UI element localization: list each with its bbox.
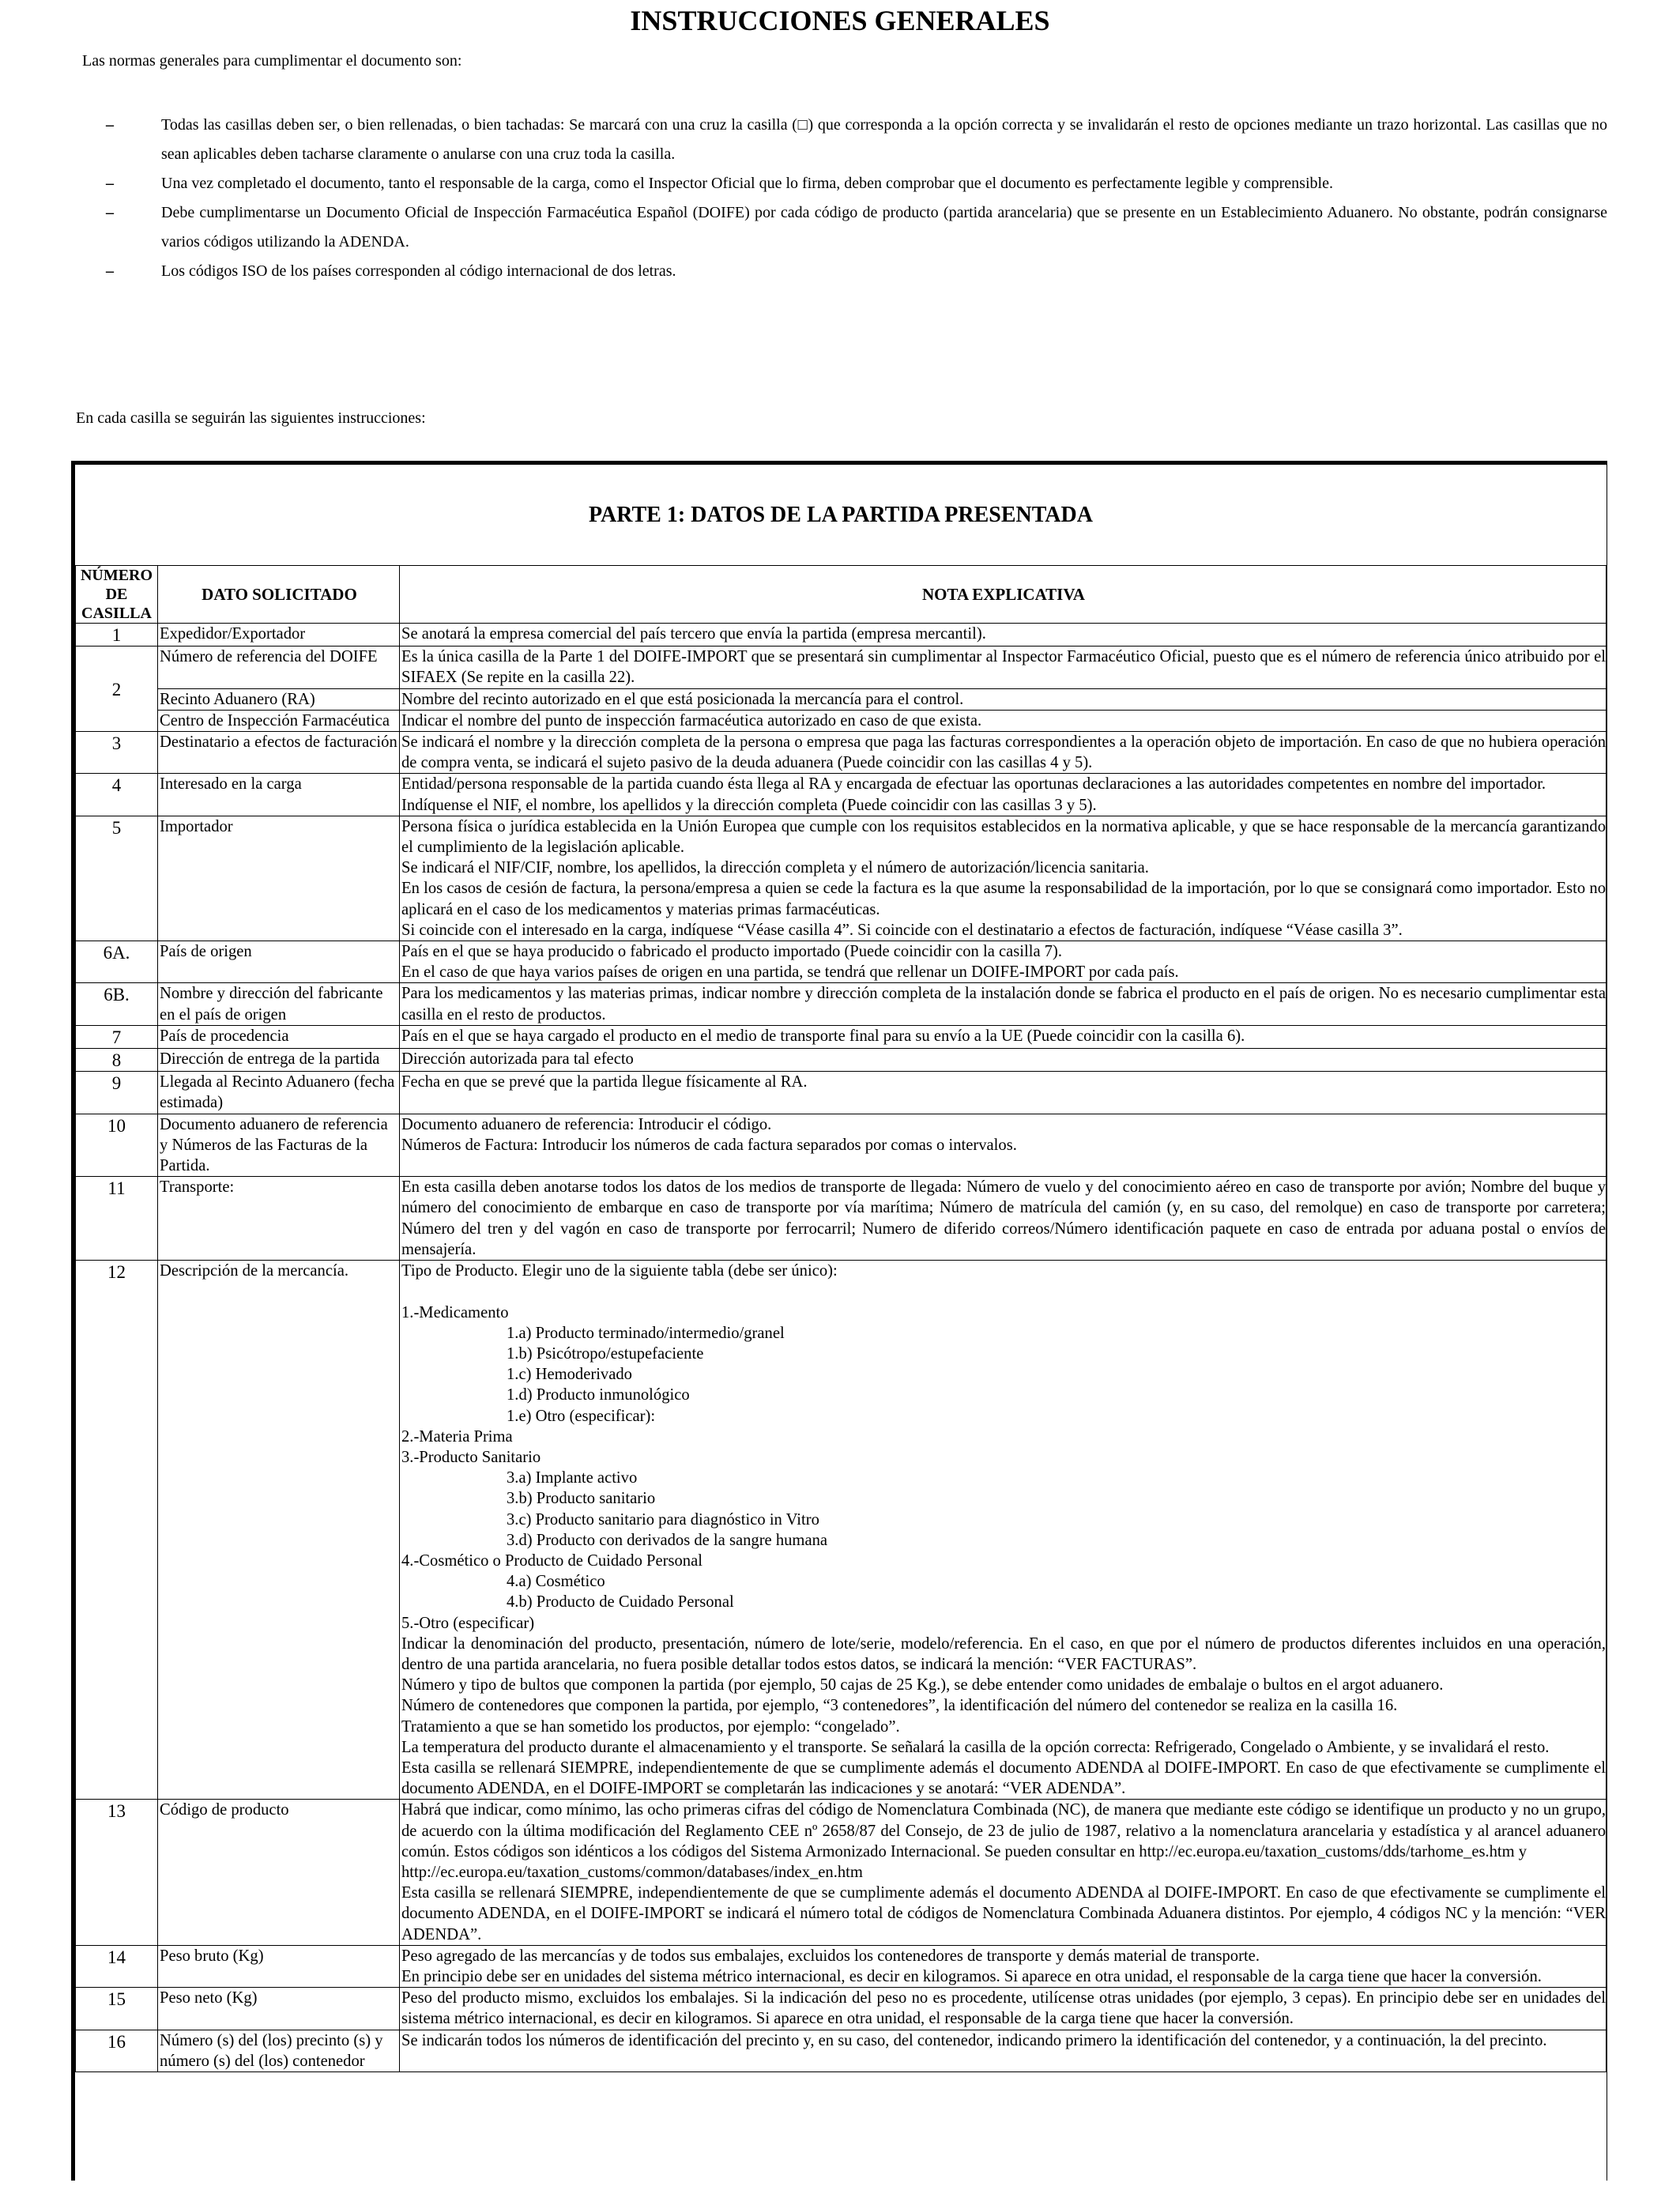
casilla-number: 13 <box>76 1800 158 1945</box>
product-subcategory: 4.a) Cosmético <box>507 1573 605 1591</box>
table-row <box>76 774 1607 816</box>
dato-cell: País de origen <box>158 941 400 983</box>
nota-cell <box>400 816 1607 941</box>
nota-paragraph: Entidad/persona responsable de la partida cuando ésta llega al RA y encargada de efectuar las oportunas declaraciones a las autoridades competentes en nombre del importador. <box>401 775 1546 794</box>
nota-cell <box>400 774 1607 816</box>
dato-cell: País de procedencia <box>158 1025 400 1048</box>
nota-cell <box>400 1945 1607 1987</box>
header-dato-solicitado: DATO SOLICITADO <box>158 566 400 624</box>
casilla-number: 2 <box>76 647 158 732</box>
nota-cell: Fecha en que se prevé que la partida llegue físicamente al RA. <box>400 1072 1607 1114</box>
casilla-number: 6A. <box>76 941 158 983</box>
nota-paragraph: En el caso de que haya varios países de origen en una partida, se tendrá que rellenar un DOIFE-IMPORT por cada país. <box>401 963 1179 982</box>
list-item <box>82 111 1607 169</box>
dato-cell: Número de referencia del DOIFE <box>158 647 400 688</box>
nota-paragraph: Documento aduanero de referencia: Introducir el código. <box>401 1115 772 1133</box>
product-category: 3.-Producto Sanitario <box>401 1448 541 1466</box>
product-category: 5.-Otro (especificar) <box>401 1614 535 1632</box>
dash-bullet: – <box>106 175 114 192</box>
table-row <box>76 1049 1607 1072</box>
page-title: INSTRUCCIONES GENERALES <box>630 5 1050 36</box>
table-row <box>76 710 1607 731</box>
product-subcategory: 1.a) Producto terminado/intermedio/granel <box>507 1324 785 1342</box>
nota-paragraph: Números de Factura: Introducir los números de cada factura separados por comas o intervalos. <box>401 1136 1017 1154</box>
product-subcategory: 1.e) Otro (especificar): <box>507 1407 656 1425</box>
list-item-text: Todas las casillas deben ser, o bien rellenadas, o bien tachadas: Se marcará con una cruz la casilla (□) que corresponda a la opción correcta y se invalidarán el resto de opciones mediante un trazo horizontal. Las casillas que no sean aplicables deben tacharse claramente o anularse con una cruz toda la casilla. <box>161 116 1607 163</box>
nota-paragraph: Se indicará el NIF/CIF, nombre, los apellidos, la dirección completa y el número de autorización/licencia sanitaria. <box>401 859 1149 877</box>
dato-cell: Peso neto (Kg) <box>158 1988 400 2030</box>
casilla-number: 9 <box>76 1072 158 1114</box>
nota-paragraph: Persona física o jurídica establecida en la Unión Europea que cumple con los requisitos establecidos en la normativa aplicable, y que se hace responsable de la mercancía garantizando el cumplimiento de la legislación aplicable. <box>401 817 1606 857</box>
nota-cell: Se indicarán todos los números de identificación del precinto y, en su caso, del contenedor, indicando primero la identificación del contenedor, y a continuación, la del precinto. <box>400 2030 1607 2071</box>
dato-cell: Expedidor/Exportador <box>158 624 400 647</box>
casilla-number: 14 <box>76 1945 158 1987</box>
nota-paragraph: Indíquense el NIF, el nombre, los apellidos y la dirección completa (Puede coincidir con las casillas 3 y 5). <box>401 796 1097 814</box>
nota-paragraph: Número y tipo de bultos que componen la partida (por ejemplo, 50 cajas de 25 Kg.), se debe entender como unidades de embalaje o bultos en el argot aduanero. <box>401 1676 1444 1695</box>
dato-cell: Destinatario a efectos de facturación <box>158 732 400 774</box>
casilla-number: 12 <box>76 1261 158 1800</box>
product-subcategory: 1.b) Psicótropo/estupefaciente <box>507 1344 704 1363</box>
list-item <box>82 257 1607 286</box>
intro-text: Las normas generales para cumplimentar el documento son: <box>82 52 462 70</box>
nota-paragraph: Esta casilla se rellenará SIEMPRE, independientemente de que se cumplimente además el documento ADENDA al DOIFE-IMPORT. En caso de que efectivamente se cumplimente el documento ADENDA, en el DOIFE-IMPORT se completarán las indicaciones y se anotará: “VER ADENDA”. <box>401 1759 1606 1798</box>
table-row <box>76 1988 1607 2030</box>
nota-paragraph: Tipo de Producto. Elegir uno de la siguiente tabla (debe ser único): <box>401 1262 838 1280</box>
casilla-number: 1 <box>76 624 158 647</box>
product-category: 4.-Cosmético o Producto de Cuidado Personal <box>401 1551 703 1570</box>
instructions-table-frame <box>71 461 1607 2181</box>
table-row <box>76 624 1607 647</box>
nota-paragraph: Peso agregado de las mercancías y de todos sus embalajes, excluidos los contenedores de transporte y demás material de transporte. <box>401 1947 1260 1965</box>
nota-cell: Es la única casilla de la Parte 1 del DOIFE-IMPORT que se presentará sin cumplimentar al Inspector Farmacéutico Oficial, puesto que es el número de referencia único atribuido por el SIFAEX (Se repite en la casilla 22). <box>400 647 1607 688</box>
product-category: 1.-Medicamento <box>401 1303 509 1321</box>
table-row <box>76 688 1607 710</box>
product-subcategory: 1.d) Producto inmunológico <box>507 1386 690 1404</box>
list-item <box>82 198 1607 257</box>
nota-paragraph: En principio debe ser en unidades del sistema métrico internacional, es decir en kilogramos. Si aparece en otra unidad, el responsable de la carga tiene que hacer la conversión. <box>401 1968 1542 1985</box>
nota-paragraph: En los casos de cesión de factura, la persona/empresa a quien se cede la factura es la que asume la responsabilidad de la importación, por lo que se consignará como importador. Esto no aplicará en el caso de los medicamentos y materias primas farmacéuticas. <box>401 880 1606 918</box>
product-subcategory: 4.b) Producto de Cuidado Personal <box>507 1593 734 1612</box>
dato-cell: Dirección de entrega de la partida <box>158 1049 400 1072</box>
nota-cell: Indicar el nombre del punto de inspección farmacéutica autorizado en caso de que exista. <box>400 710 1607 731</box>
nota-cell: Peso del producto mismo, excluidos los embalajes. Si la indicación del peso no es procedente, utilícense otras unidades (por ejemplo, 3 cepas). En principio debe ser en unidades del sistema métrico internacional, es decir en kilogramos. Si aparece en otra unidad, el responsable de la carga tiene que hacer la conversión. <box>400 1988 1607 2030</box>
product-subcategory: 3.b) Producto sanitario <box>507 1490 656 1508</box>
table-row <box>76 816 1607 941</box>
casilla-number: 5 <box>76 816 158 941</box>
dato-cell: Código de producto <box>158 1800 400 1945</box>
table-row <box>76 1945 1607 1987</box>
nota-cell: Nombre del recinto autorizado en el que está posicionada la mercancía para el control. <box>400 688 1607 710</box>
list-item-text: Una vez completado el documento, tanto el responsable de la carga, como el Inspector Oficial que lo firma, deben comprobar que el documento es perfectamente legible y comprensible. <box>161 175 1333 192</box>
table-row <box>76 647 1607 688</box>
casilla-number: 15 <box>76 1988 158 2030</box>
blank-line <box>401 1281 1606 1302</box>
table-row <box>76 732 1607 774</box>
nota-paragraph: Tratamiento a que se han sometido los productos, por ejemplo: “congelado”. <box>401 1717 900 1736</box>
dato-cell: Peso bruto (Kg) <box>158 1945 400 1987</box>
nota-paragraph: Indicar la denominación del producto, presentación, número de lote/serie, modelo/referencia. En el caso, en que por el número de productos diferentes incluidos en una operación, dentro de una partida arancelaria, no fuera posible detallar todos estos datos, se indicará la mención: “VER FACTURAS”. <box>401 1634 1606 1673</box>
nota-cell: País en el que se haya cargado el producto en el medio de transporte final para su envío a la UE (Puede coincidir con la casilla 6). <box>400 1025 1607 1048</box>
table-row <box>76 1261 1607 1800</box>
nota-cell: Se anotará la empresa comercial del país tercero que envía la partida (empresa mercantil). <box>400 624 1607 647</box>
dato-cell: Nombre y dirección del fabricante en el país de origen <box>158 983 400 1025</box>
nota-cell <box>400 1800 1607 1945</box>
dash-bullet: – <box>106 262 114 280</box>
table-intro-text: En cada casilla se seguirán las siguientes instrucciones: <box>76 409 426 427</box>
instructions-table <box>75 565 1607 2072</box>
table-row <box>76 983 1607 1025</box>
table-row <box>76 941 1607 983</box>
nota-cell: Para los medicamentos y las materias primas, indicar nombre y dirección completa de la instalación donde se fabrica el producto en el país de origen. No es necesario cumplimentar esta casilla en el resto de productos. <box>400 983 1607 1025</box>
dato-cell: Llegada al Recinto Aduanero (fecha estimada) <box>158 1072 400 1114</box>
nota-url: http://ec.europa.eu/taxation_customs/common/databases/index_en.htm <box>401 1863 863 1881</box>
casilla-number: 10 <box>76 1114 158 1177</box>
table-row <box>76 1800 1607 1945</box>
casilla-number: 7 <box>76 1025 158 1048</box>
nota-paragraph: Esta casilla se rellenará SIEMPRE, independientemente de que se cumplimente además el documento ADENDA al DOIFE-IMPORT. En caso de que efectivamente se cumplimente el documento ADENDA, en el DOIFE-IMPORT se indicará el número total de códigos de Nomenclatura Combinada Aduanera distintos. Por ejemplo, 4 códigos NC y la mención: “VER ADENDA”. <box>401 1884 1606 1943</box>
casilla-number: 16 <box>76 2030 158 2071</box>
nota-paragraph: Si coincide con el interesado en la carga, indíquese “Véase casilla 4”. Si coincide con el destinatario a efectos de facturación, indíquese “Véase casilla 3”. <box>401 921 1403 939</box>
casilla-number: 8 <box>76 1049 158 1072</box>
dato-cell: Recinto Aduanero (RA) <box>158 688 400 710</box>
dato-cell: Número (s) del (los) precinto (s) y número (s) del (los) contenedor <box>158 2030 400 2071</box>
list-item-text: Los códigos ISO de los países corresponden al código internacional de dos letras. <box>161 262 676 280</box>
nota-cell: Dirección autorizada para tal efecto <box>400 1049 1607 1072</box>
casilla-number: 3 <box>76 732 158 774</box>
nota-paragraph: Habrá que indicar, como mínimo, las ocho primeras cifras del código de Nomenclatura Combinada (NC), de manera que mediante este código se identifique un producto y no un grupo, de acuerdo con la última modificación del Reglamento CEE nº 2658/87 del Consejo, de 23 de julio de 1987, relativo a la nomenclatura arancelaria y estadística y al arancel aduanero común. Estos códigos son idénticos a los códigos del Sistema Armonizado Internacional. Se pueden consultar en http://ec.europa.eu/taxation_customs/dds/tarhome_es.htm y <box>401 1801 1606 1860</box>
casilla-number: 11 <box>76 1177 158 1261</box>
dato-cell: Centro de Inspección Farmacéutica <box>158 710 400 731</box>
list-item-text: Debe cumplimentarse un Documento Oficial de Inspección Farmacéutica Español (DOIFE) por cada código de producto (partida arancelaria) que se presente en un Establecimiento Aduanero. No obstante, podrán consignarse varios códigos utilizando la ADENDA. <box>161 204 1607 251</box>
dato-cell: Documento aduanero de referencia y Números de las Facturas de la Partida. <box>158 1114 400 1177</box>
nota-cell: Se indicará el nombre y la dirección completa de la persona o empresa que paga las facturas correspondientes a la operación objeto de importación. En caso de que no hubiera operación de compra venta, se indicará el sujeto pasivo de la deuda aduanera (Puede coincidir con las casillas 4 y 5). <box>400 732 1607 774</box>
general-rules-list <box>82 111 1607 286</box>
table-title: PARTE 1: DATOS DE LA PARTIDA PRESENTADA <box>589 503 1093 527</box>
nota-cell <box>400 1114 1607 1177</box>
table-row <box>76 2030 1607 2071</box>
table-row <box>76 1025 1607 1048</box>
table-row <box>76 1114 1607 1177</box>
casilla-number: 6B. <box>76 983 158 1025</box>
dato-cell: Descripción de la mercancía. <box>158 1261 400 1800</box>
nota-cell <box>400 941 1607 983</box>
product-subcategory: 3.a) Implante activo <box>507 1469 638 1487</box>
product-subcategory: 1.c) Hemoderivado <box>507 1366 632 1384</box>
table-row <box>76 1072 1607 1114</box>
header-numero-casilla: NÚMERO DE CASILLA <box>76 566 158 624</box>
nota-paragraph: La temperatura del producto durante el almacenamiento y el transporte. Se señalará la casilla de la opción correcta: Refrigerado, Congelado o Ambiente, y se invalidará el resto. <box>401 1738 1550 1756</box>
dato-cell: Importador <box>158 816 400 941</box>
table-header-row <box>76 566 1607 624</box>
nota-paragraph: Número de contenedores que componen la partida, por ejemplo, “3 contenedores”, la identificación del número del contenedor se realiza en la casilla 16. <box>401 1697 1398 1715</box>
nota-cell: En esta casilla deben anotarse todos los datos de los medios de transporte de llegada: Número de vuelo y del conocimiento aéreo en caso de transporte por avión; Nombre del buque y número del conocimiento de embarque en caso de transporte por vía marítima; Número de matrícula del camión (y, en su caso, del remolque) en caso de transporte por carretera; Número del tren y del vagón en caso de transporte por ferrocarril; Numero de diferido correos/Número identificación paquete en caso de entrada por aduana postal o envíos de mensajería. <box>400 1177 1607 1261</box>
header-nota-explicativa: NOTA EXPLICATIVA <box>400 566 1607 624</box>
list-item <box>82 169 1607 198</box>
dato-cell: Transporte: <box>158 1177 400 1261</box>
product-category: 2.-Materia Prima <box>401 1427 513 1446</box>
casilla-number: 4 <box>76 774 158 816</box>
dato-cell: Interesado en la carga <box>158 774 400 816</box>
product-subcategory: 3.d) Producto con derivados de la sangre humana <box>507 1531 828 1549</box>
table-row <box>76 1177 1607 1261</box>
product-subcategory: 3.c) Producto sanitario para diagnóstico in Vitro <box>507 1510 819 1529</box>
nota-cell <box>400 1261 1607 1800</box>
dash-bullet: – <box>106 116 114 134</box>
nota-paragraph: País en el que se haya producido o fabricado el producto importado (Puede coincidir con la casilla 7). <box>401 943 1063 961</box>
dash-bullet: – <box>106 204 114 221</box>
